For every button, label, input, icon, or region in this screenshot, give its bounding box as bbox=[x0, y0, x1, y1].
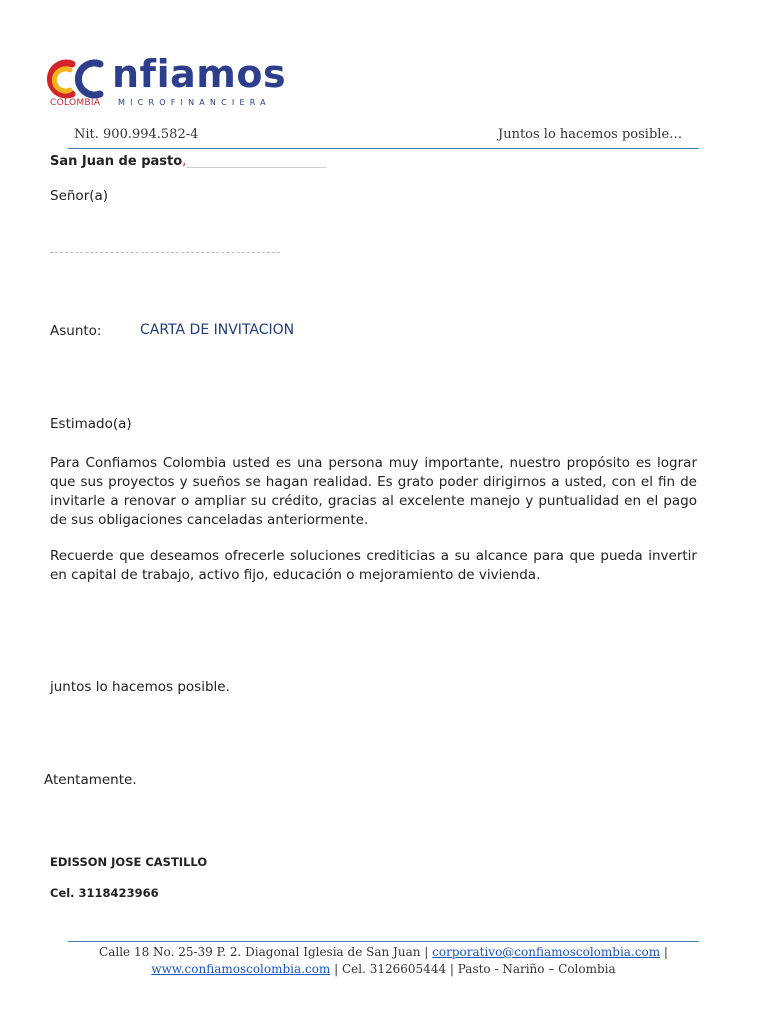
closing: Atentamente. bbox=[44, 772, 137, 788]
footer-email-link[interactable]: corporativo@confiamoscolombia.com bbox=[432, 945, 661, 959]
body-paragraph-1: Para Confiamos Colombia usted es una persona muy importante, nuestro propósito es lograr que sus proyectos y sueños se hagan realidad. Es grato poder dirigirnos a usted, con el fin de invitarle a renovar o ampliar su crédito, gracias al excelente manejo y puntualidad en el pago de sus obligaciones canceladas anteriormente. bbox=[50, 455, 697, 528]
greeting: Estimado(a) bbox=[50, 416, 132, 432]
salutation: Señor(a) bbox=[50, 188, 109, 204]
header-slogan: Juntos lo hacemos posible… bbox=[498, 127, 683, 142]
footer-separator: | bbox=[660, 945, 668, 959]
nit-number: Nit. 900.994.582-4 bbox=[74, 127, 199, 142]
date-blank-line bbox=[186, 167, 326, 168]
logo-country: COLOMBIA bbox=[50, 98, 101, 108]
footer-divider bbox=[68, 941, 699, 942]
signer-phone: Cel. 3118423966 bbox=[50, 886, 159, 900]
header-divider bbox=[68, 148, 699, 149]
city-line bbox=[50, 154, 186, 169]
company-logo bbox=[42, 52, 302, 114]
closing-motto: juntos lo hacemos posible. bbox=[50, 679, 230, 695]
footer-address: Calle 18 No. 25-39 P. 2. Diagonal Iglesia de San Juan | bbox=[99, 945, 429, 959]
city-name: San Juan de pasto bbox=[50, 154, 183, 169]
footer-website-link[interactable]: www.confiamoscolombia.com bbox=[151, 962, 331, 976]
logo-subtitle: MICROFINANCIERA bbox=[118, 98, 271, 107]
subject-value: CARTA DE INVITACION bbox=[140, 322, 295, 338]
body-paragraph-2: Recuerde que deseamos ofrecerle soluciones crediticias a su alcance para que pueda invertir en capital de trabajo, activo fijo, educación o mejoramiento de vivienda. bbox=[50, 548, 697, 583]
signer-name: EDISSON JOSE CASTILLO bbox=[50, 855, 208, 869]
logo-wordmark: nfiamos bbox=[112, 52, 287, 96]
subject-label: Asunto: bbox=[50, 323, 102, 339]
city-comma: , bbox=[182, 154, 187, 169]
footer-contact bbox=[68, 944, 699, 978]
logo-mark-icon bbox=[42, 56, 122, 104]
recipient-blank-line bbox=[50, 252, 280, 253]
footer-phone-location: | Cel. 3126605444 | Pasto - Nariño – Colombia bbox=[330, 962, 616, 976]
